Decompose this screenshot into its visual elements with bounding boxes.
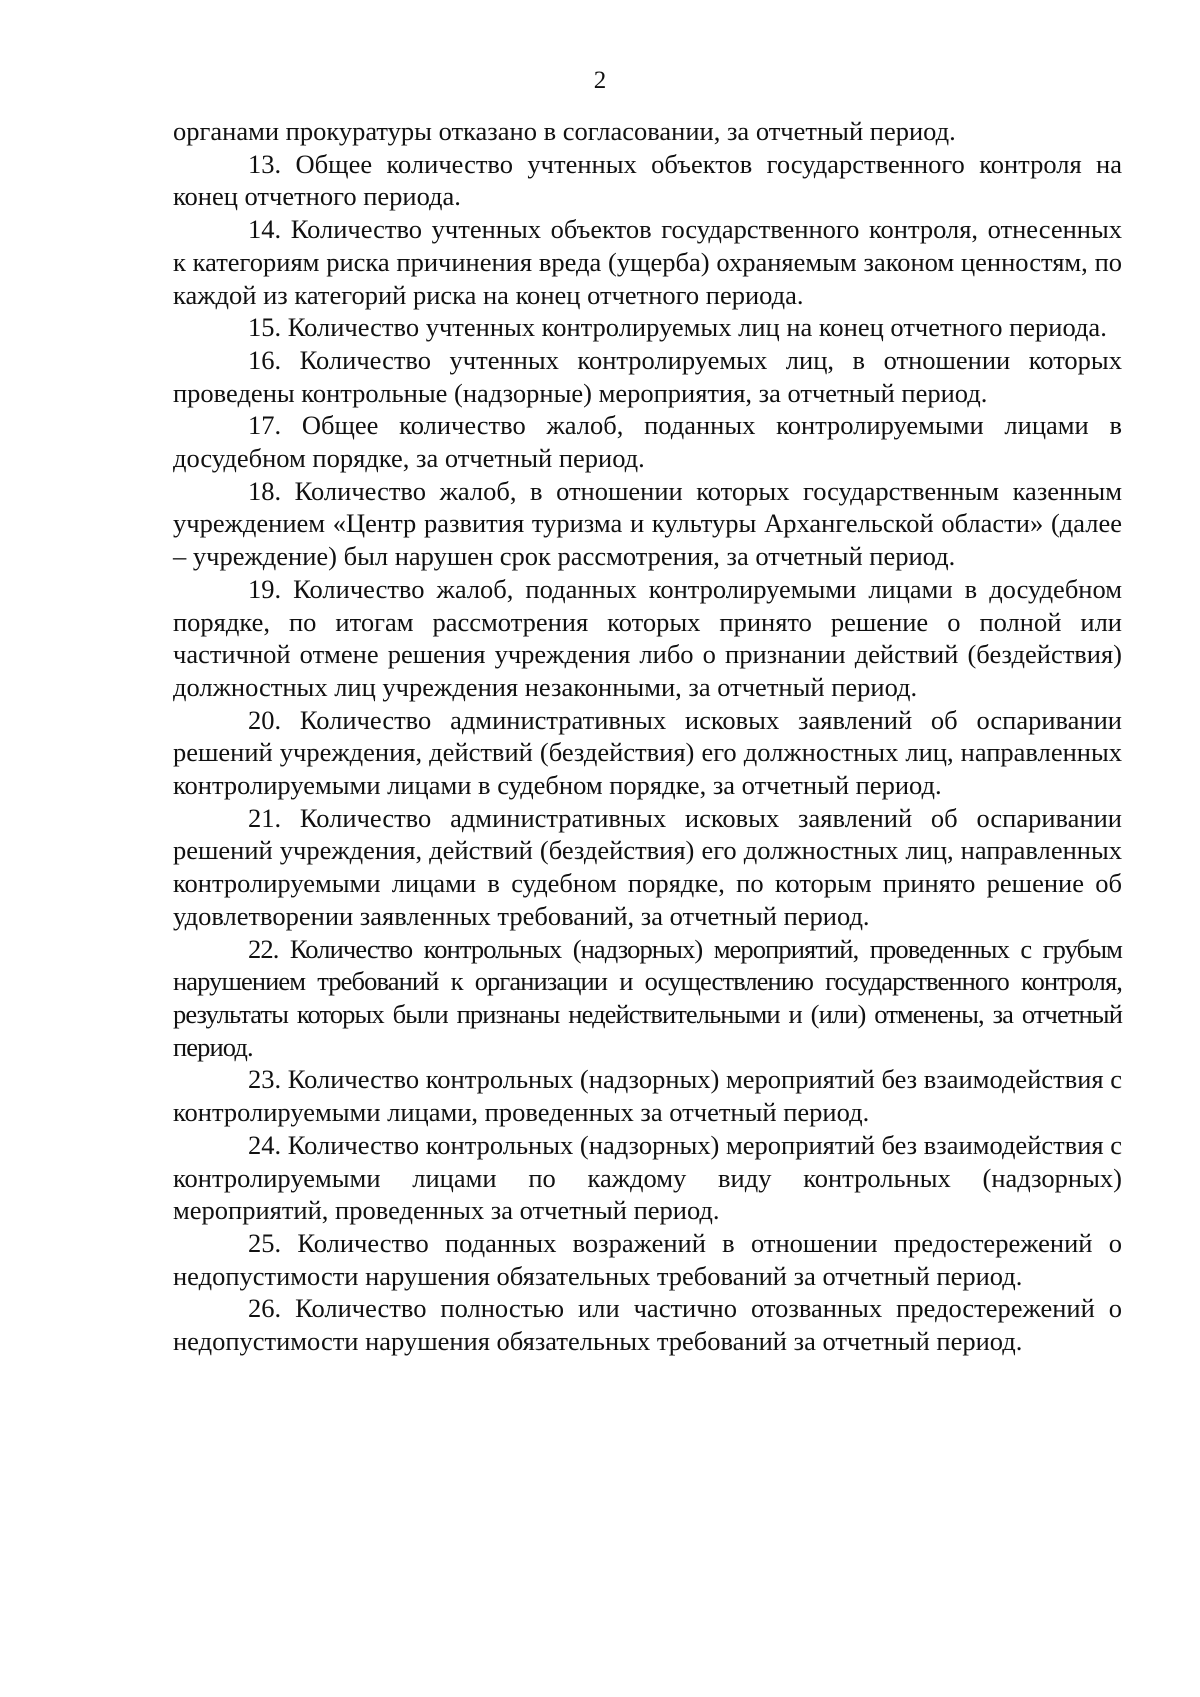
list-item-20: 20. Количество административных исковых заявлений об оспаривании решений учреждения, действий (бездействия) его должностных лиц, направленных контролируемыми лицами в судебном порядке, за отчетный период.: [173, 704, 1122, 801]
list-item-14: 14. Количество учтенных объектов государственного контроля, отнесенных к категориям риска причинения вреда (ущерба) охраняемым законом ценностям, по каждой из категорий риска на конец отчетного периода.: [173, 214, 1122, 310]
document-body: [173, 115, 1122, 1358]
list-item-13: 13. Общее количество учтенных объектов государственного контроля на конец отчетного периода.: [173, 148, 1122, 212]
list-item-24: 24. Количество контрольных (надзорных) мероприятий без взаимодействия с контролируемыми лицами по каждому виду контрольных (надзорных) мероприятий, проведенных за отчетный период.: [173, 1129, 1122, 1226]
list-item-17: 17. Общее количество жалоб, поданных контролируемыми лицами в досудебном порядке, за отчетный период.: [173, 410, 1122, 474]
list-item-16: 16. Количество учтенных контролируемых лиц, в отношении которых проведены контрольные (надзорные) мероприятия, за отчетный период.: [173, 344, 1122, 408]
list-item-18: 18. Количество жалоб, в отношении которых государственным казенным учреждением «Центр развития туризма и культуры Архангельской области» (далее – учреждение) был нарушен срок рассмотрения, за отчетный период.: [173, 475, 1122, 572]
list-item-15: 15. Количество учтенных контролируемых лиц на конец отчетного периода.: [248, 312, 1107, 343]
page-number: 2: [593, 67, 607, 94]
list-item-25: 25. Количество поданных возражений в отношении предостережений о недопустимости нарушения обязательных требований за отчетный период.: [173, 1227, 1122, 1291]
continuation-paragraph: органами прокуратуры отказано в согласовании, за отчетный период.: [173, 116, 956, 146]
list-item-22: 22. Количество контрольных (надзорных) мероприятий, проведенных с грубым нарушением требований к организации и осуществлению государственного контроля, результаты которых были признаны недействительными и (или) отменены, за отчетный период.: [173, 933, 1122, 1062]
list-item-19: 19. Количество жалоб, поданных контролируемыми лицами в досудебном порядке, по итогам рассмотрения которых принято решение о полной или частичной отмене решения учреждения либо о признании действий (бездействия) должностных лиц учреждения незаконными, за отчетный период.: [173, 573, 1122, 702]
list-item-26: 26. Количество полностью или частично отозванных предостережений о недопустимости нарушения обязательных требований за отчетный период.: [173, 1293, 1122, 1357]
list-item-23: 23. Количество контрольных (надзорных) мероприятий без взаимодействия с контролируемыми лицами, проведенных за отчетный период.: [173, 1064, 1122, 1128]
list-item-21: 21. Количество административных исковых заявлений об оспаривании решений учреждения, действий (бездействия) его должностных лиц, направленных контролируемыми лицами в судебном порядке, по которым принято решение об удовлетворении заявленных требований, за отчетный период.: [173, 802, 1122, 931]
